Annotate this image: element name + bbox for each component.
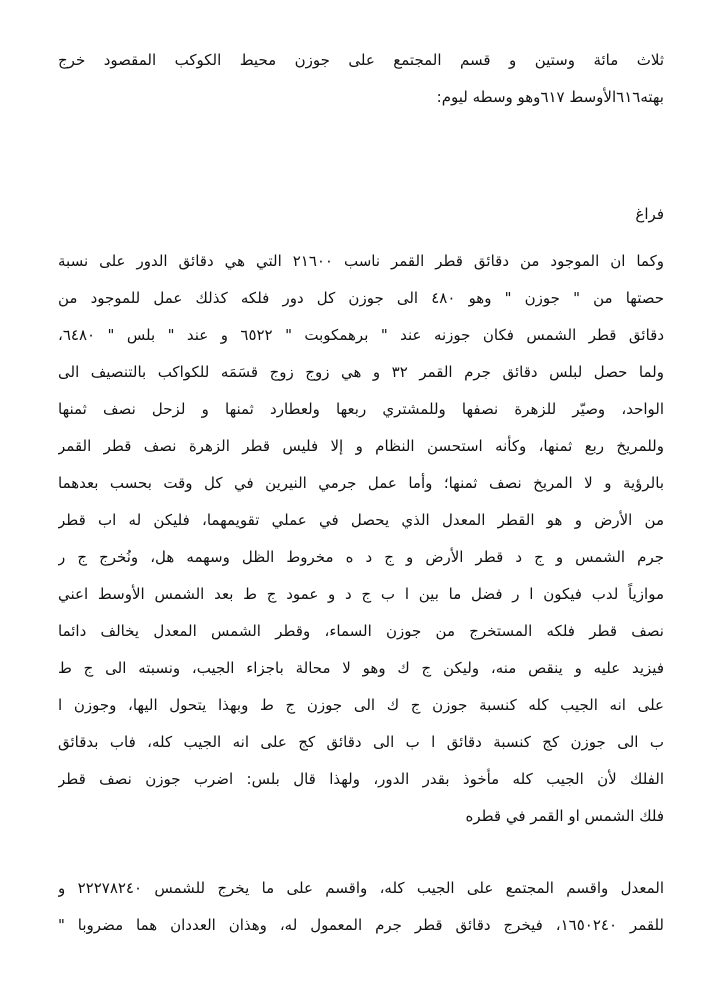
text-line: فلك الشمس او القمر في قطره bbox=[465, 807, 664, 825]
paragraph-intro bbox=[58, 42, 664, 116]
section-heading: فراغ bbox=[635, 205, 664, 223]
paragraph-main bbox=[58, 243, 664, 835]
text-line: ثلاث مائة وستين و قسم المجتمع على جوزن محيط الكوكب المقصود خرج bbox=[58, 51, 664, 69]
text-line: المعدل واقسم المجتمع على الجيب كله، واقسم على ما يخرج للشمس ٢٢٢٧٨٢٤٠ و bbox=[58, 879, 664, 897]
text-line: للقمر ١٦٥٠٢٤٠، فيخرج دقائق قطر جرم المعمول له، وهذان العددان هما مضروبا " bbox=[58, 916, 664, 934]
text-line: الواحد، وصيّر للزهرة نصفها وللمشتري ربعها ولعطارد ثمنها و لزحل نصف ثمنها bbox=[58, 400, 664, 418]
text-line: فيزيد عليه و ينقص منه، وليكن ج ك وهو لا محالة باجزاء الجيب، ونسبته الى ج ط bbox=[58, 659, 664, 677]
text-line: بالرؤية و لا المريخ نصف ثمنها؛ وأما عمل جرمي النيرين في كل وقت بحسب بعدهما bbox=[58, 474, 664, 492]
text-line: دقائق قطر الشمس فكان جوزنه عند " برهمكوبت " ٦٥٢٢ و عند " بلس " ٦٤٨٠، bbox=[58, 326, 664, 344]
text-line: جرم الشمس و ج د قطر الأرض و ج د ه مخروط الظل وسهمه هل، ونُخرج ج ر bbox=[58, 548, 664, 566]
text-line: حصتها من " جوزن " وهو ٤٨٠ الى جوزن كل دور فلكه كذلك عمل للموجود من bbox=[58, 289, 664, 307]
text-line: ب الى جوزن كج كنسبة دقائق ا ب الى دقائق كج على انه الجيب كله، فاب بدقائق bbox=[58, 733, 664, 751]
text-line: وكما ان الموجود من دقائق قطر القمر ناسب ٢١٦٠٠ التي هي دقائق الدور على نسبة bbox=[58, 252, 664, 270]
text-line: بهته٦١٦الأوسط ٦١٧وهو وسطه ليوم: bbox=[436, 88, 664, 106]
paragraph-closing bbox=[58, 870, 664, 944]
text-line: موازياً لدب فيكون ا ر فضل ما بين ا ب ج د و عمود ج ط بعد الشمس الأوسط اعني bbox=[58, 585, 664, 603]
text-line: نصف قطر فلكه المستخرج من جوزن السماء، وقطر الشمس المعدل يخالف دائما bbox=[58, 622, 664, 640]
text-line: من الأرض و هو القطر المعدل الذي يحصل في عملي تقويمهما، فليكن له اب قطر bbox=[58, 511, 664, 529]
text-line: ولما حصل لبلس دقائق جرم القمر ٣٢ و هي زوج زوج قسَمَه للكواكب بالتنصيف الى bbox=[58, 363, 664, 381]
text-line: وللمريخ ربع ثمنها، وكأنه استحسن النظام و إلا فليس قطر الزهرة نصف قطر القمر bbox=[58, 437, 664, 455]
text-line: الفلك لأن الجيب كله مأخوذ بقدر الدور، ولهذا قال بلس: اضرب جوزن نصف قطر bbox=[58, 770, 664, 788]
text-line: على انه الجيب كله كنسبة جوزن ج ك الى جوزن ج ط وبهذا يتحول اليها، وجوزن ا bbox=[58, 696, 664, 714]
